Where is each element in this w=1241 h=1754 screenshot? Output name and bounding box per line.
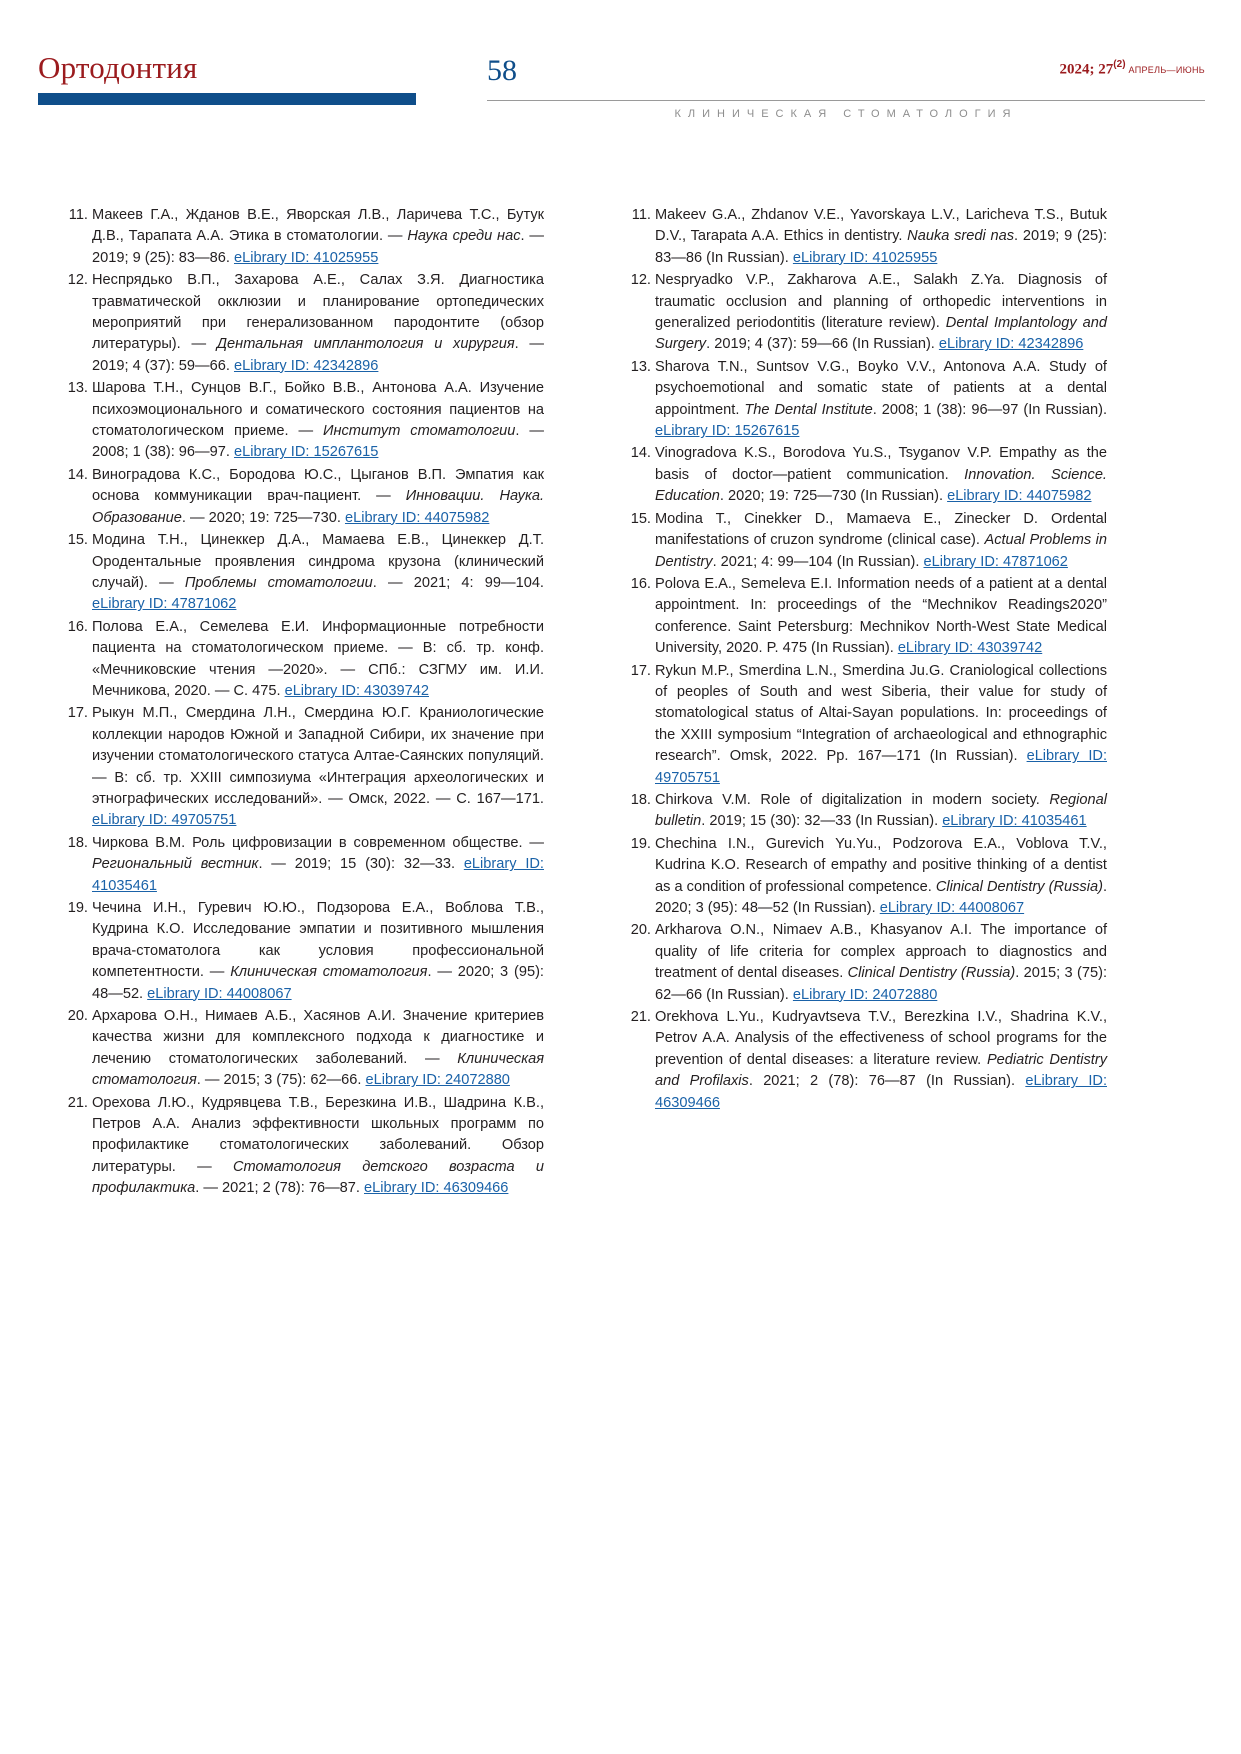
- reference-title: Information needs of a patient at a dental appointment. In: proceedings of the “Mechnikov Readings2020” conference. Saint Petersburg: Mechnikov North-West State Medical University, 2020. P. 475 (In Russian).: [655, 575, 1107, 657]
- reference-citation-details: . 2020; 3 (95): 48—52 (In Russian).: [655, 878, 1107, 916]
- reference-item: [62, 530, 544, 616]
- elibrary-link[interactable]: eLibrary ID: 15267615: [655, 423, 800, 440]
- elibrary-link[interactable]: eLibrary ID: 44008067: [147, 985, 292, 1002]
- elibrary-link[interactable]: eLibrary ID: 46309466: [655, 1073, 1107, 1111]
- reference-item: [625, 1007, 1107, 1114]
- reference-citation-details: . — 2020; 19: 725—730.: [181, 509, 345, 526]
- journal-name: КЛИНИЧЕСКАЯ СТОМАТОЛОГИЯ: [674, 108, 1018, 120]
- reference-number: 12.: [630, 272, 651, 289]
- reference-authors: Неспрядько В.П., Захарова А.Е., Салах З.Я.: [92, 272, 460, 289]
- references-column-english: [625, 205, 1107, 1115]
- elibrary-link[interactable]: eLibrary ID: 42342896: [233, 357, 379, 374]
- reference-authors: Модина Т.Н., Цинеккер Д.А., Мамаева Е.В., Цинеккер Д.Т.: [92, 532, 544, 549]
- elibrary-link[interactable]: eLibrary ID: 44075982: [947, 488, 1092, 505]
- reference-item: [625, 920, 1107, 1006]
- reference-source: Innovation. Science. Education: [655, 466, 1107, 505]
- elibrary-link[interactable]: eLibrary ID: 44075982: [344, 509, 490, 526]
- reference-citation-details: . 2015; 3 (75): 62—66 (In Russian).: [655, 965, 1107, 1003]
- reference-number: 16.: [630, 575, 651, 592]
- elibrary-link[interactable]: eLibrary ID: 43039742: [897, 640, 1043, 657]
- reference-source: Региональный вестник: [92, 856, 259, 873]
- reference-item: [625, 205, 1107, 269]
- reference-number: 11.: [631, 207, 651, 223]
- elibrary-link[interactable]: eLibrary ID: 24072880: [792, 986, 938, 1003]
- reference-item: [62, 703, 544, 831]
- elibrary-link[interactable]: eLibrary ID: 43039742: [284, 682, 429, 699]
- reference-number: 12.: [67, 272, 88, 289]
- reference-citation-details: . — 2019; 9 (25): 83—86.: [92, 228, 544, 266]
- reference-authors: Arkharova O.N., Nimaev A.B., Khasyanov A.I.: [655, 922, 981, 939]
- reference-item: [62, 833, 544, 897]
- reference-source: Actual Problems in Dentistry: [655, 532, 1107, 570]
- reference-authors: Макеев Г.А., Жданов В.Е., Яворская Л.В., Ларичева Т.С., Бутук Д.В., Тарапата А.А.: [92, 207, 544, 245]
- reference-source: Clinical Dentistry (Russia): [847, 965, 1016, 982]
- reference-item: [625, 357, 1107, 443]
- reference-title: Анализ эффективности школьных программ по профилактике стоматологических заболеваний. Обзор литературы. —: [92, 1116, 544, 1175]
- issue-info: [1060, 59, 1205, 78]
- reference-title: Изучение психоэмоционального и соматического состояния пациентов на стоматологическом приеме. —: [92, 380, 544, 440]
- elibrary-link[interactable]: eLibrary ID: 42342896: [938, 336, 1084, 353]
- reference-number: 13.: [67, 380, 88, 397]
- reference-source: Клиническая стоматология: [92, 1050, 544, 1089]
- reference-citation-details: . — 2021; 2 (78): 76—87.: [195, 1180, 364, 1197]
- reference-item: [625, 661, 1107, 789]
- reference-source: Институт стоматологии: [323, 423, 516, 440]
- header-divider: [487, 100, 1205, 101]
- reference-item: [625, 834, 1107, 920]
- reference-item: [62, 465, 544, 529]
- reference-number: 15.: [67, 532, 88, 549]
- reference-number: 21.: [67, 1094, 88, 1111]
- reference-title: Empathy as the basis of doctor—patient communication.: [655, 445, 1107, 483]
- reference-number: 11.: [68, 207, 88, 223]
- reference-item: [62, 617, 544, 703]
- reference-item: [62, 1006, 544, 1092]
- reference-source: Regional bulletin: [655, 791, 1108, 830]
- references-column-russian: [62, 205, 544, 1201]
- elibrary-link[interactable]: eLibrary ID: 41025955: [792, 249, 938, 266]
- header-accent-bar: [38, 93, 416, 105]
- reference-item: [625, 790, 1107, 833]
- elibrary-link[interactable]: eLibrary ID: 24072880: [365, 1072, 510, 1089]
- elibrary-link[interactable]: eLibrary ID: 15267615: [233, 444, 379, 461]
- reference-number: 20.: [67, 1008, 88, 1025]
- reference-title: Этика в стоматологии. —: [228, 228, 408, 245]
- reference-number: 19.: [630, 835, 651, 852]
- reference-item: [625, 574, 1107, 660]
- elibrary-link[interactable]: eLibrary ID: 46309466: [364, 1180, 509, 1197]
- reference-citation-details: . 2021; 4: 99—104 (In Russian).: [712, 553, 924, 570]
- reference-number: 18.: [630, 791, 651, 808]
- reference-authors: Виноградова К.С., Бородова Ю.С., Цыганов В.П.: [92, 466, 456, 483]
- reference-source: Nauka sredi nas: [907, 228, 1015, 245]
- reference-authors: Орехова Л.Ю., Кудрявцева Т.В., Березкина И.В., Шадрина К.В., Петров А.А.: [92, 1094, 544, 1133]
- reference-source: The Dental Institute: [744, 401, 873, 418]
- reference-title: Ородентальные проявления синдрома крузона (клинический случай). —: [92, 553, 544, 591]
- elibrary-link[interactable]: eLibrary ID: 41025955: [233, 249, 379, 266]
- reference-authors: Polova E.A., Semeleva E.I.: [655, 575, 837, 592]
- reference-title: Диагностика травматической окклюзии и планирование ортопедических мероприятий при генерализованном пародонтите (обзор литературы). —: [92, 272, 544, 353]
- reference-source: Наука среди нас: [407, 228, 521, 245]
- reference-number: 17.: [67, 705, 88, 722]
- reference-item: [62, 270, 544, 377]
- reference-number: 18.: [67, 834, 88, 851]
- reference-authors: Orekhova L.Yu., Kudryavtseva T.V., Berezkina I.V., Shadrina K.V., Petrov A.A.: [655, 1009, 1107, 1047]
- reference-number: 14.: [67, 466, 88, 483]
- reference-source: Clinical Dentistry (Russia): [935, 878, 1103, 895]
- elibrary-link[interactable]: eLibrary ID: 41035461: [942, 813, 1087, 830]
- reference-authors: Sharova T.N., Suntsov V.G., Boyko V.V., Antonova A.A.: [655, 358, 1049, 375]
- reference-authors: Chirkova V.M.: [655, 791, 761, 808]
- reference-authors: Rykun M.P., Smerdina L.N., Smerdina Ju.G.: [655, 662, 950, 679]
- reference-number: 17.: [630, 662, 651, 679]
- reference-authors: Chechina I.N., Gurevich Yu.Yu., Podzorova E.A., Voblova T.V., Kudrina K.O.: [655, 835, 1107, 874]
- reference-source: Dental Implantology and Surgery: [655, 315, 1108, 353]
- issue-number: (2): [1113, 59, 1126, 70]
- reference-source: Инновации. Наука. Образование: [92, 488, 545, 526]
- reference-authors: Makeev G.A., Zhdanov V.E., Yavorskaya L.V., Laricheva T.S., Butuk D.V., Tarapata A.A.: [655, 207, 1107, 245]
- reference-title: Информационные потребности пациента на стоматологическом приеме. — В: сб. тр. конф. «Мечниковские чтения —2020». — СПб.: СЗГМУ им. И.И. Мечникова, 2020. — С. 475.: [92, 618, 544, 699]
- reference-authors: Nespryadko V.P., Zakharova A.E., Salakh Z.Ya.: [655, 272, 1018, 289]
- page-number: 58: [487, 54, 517, 87]
- reference-authors: Modina T., Cinekker D., Mamaeva E., Zinecker D.: [655, 510, 1052, 527]
- reference-number: 21.: [630, 1009, 651, 1026]
- reference-title: Role of digitalization in modern society.: [760, 791, 1050, 808]
- reference-item: [62, 205, 544, 269]
- elibrary-link[interactable]: eLibrary ID: 41035461: [92, 856, 544, 894]
- reference-citation-details: . 2019; 4 (37): 59—66 (In Russian).: [706, 336, 939, 353]
- issue-months: АПРЕЛЬ—ИЮНЬ: [1128, 65, 1205, 76]
- reference-authors: Vinogradova K.S., Borodova Yu.S., Tsyganov V.P.: [655, 445, 1000, 462]
- reference-number: 16.: [67, 618, 88, 635]
- reference-item: [62, 898, 544, 1005]
- issue-volume: 2024; 27: [1059, 61, 1114, 78]
- reference-citation-details: . — 2021; 4: 99—104.: [372, 574, 544, 591]
- reference-title: Ordental manifestations of cruzon syndrome (clinical case).: [655, 510, 1107, 549]
- reference-number: 20.: [630, 922, 651, 939]
- reference-citation-details: . — 2015; 3 (75): 62—66.: [196, 1072, 366, 1089]
- reference-number: 13.: [630, 358, 651, 375]
- reference-authors: Полова Е.А., Семелева Е.И.: [92, 618, 322, 635]
- reference-title: Эмпатия как основа коммуникации врач-пациент. —: [92, 466, 545, 505]
- reference-authors: Рыкун М.П., Смердина Л.Н., Смердина Ю.Г.: [92, 705, 420, 722]
- reference-item: [625, 270, 1107, 356]
- reference-citation-details: . 2020; 19: 725—730 (In Russian).: [719, 488, 948, 505]
- reference-citation-details: . 2008; 1 (38): 96—97 (In Russian).: [872, 401, 1107, 418]
- reference-citation-details: . — 2020; 3 (95): 48—52.: [92, 964, 544, 1002]
- elibrary-link[interactable]: eLibrary ID: 47871062: [92, 596, 237, 613]
- reference-number: 14.: [630, 445, 651, 462]
- reference-title: Analysis of the effectiveness of school programs for the prevention of dental diseases: a literature review.: [655, 1030, 1107, 1068]
- reference-title: Краниологические коллекции народов Южной и Западной Сибири, их значение при изучении стоматологического статуса Алтае-Саянских популяций. — В: сб. тр. XXIII симпозиума «Интеграция археологических и этнографических исследований». — Омск, 2022. — С. 167—171.: [92, 705, 544, 807]
- reference-source: Pediatric Dentistry and Profilaxis: [655, 1051, 1107, 1090]
- reference-item: [62, 378, 544, 464]
- reference-source: Клиническая стоматология: [230, 964, 428, 981]
- reference-number: 15.: [630, 510, 651, 527]
- reference-authors: Чиркова В.М.: [92, 834, 193, 851]
- reference-item: [625, 509, 1107, 573]
- reference-citation-details: . — 2019; 15 (30): 32—33.: [258, 856, 464, 873]
- reference-authors: Шарова Т.Н., Сунцов В.Г., Бойко В.В., Антонова А.А.: [92, 380, 480, 397]
- reference-title: The importance of quality of life criteria for complex approach to diagnostics and treatment of dental diseases.: [655, 922, 1107, 982]
- reference-authors: Архарова О.Н., Нимаев А.Б., Хасянов А.И.: [92, 1008, 403, 1025]
- reference-title: Исследование эмпатии и позитивного мышления врача-стоматолога как условия профессиональной компетентности. —: [92, 921, 544, 981]
- reference-title: Ethics in dentistry.: [783, 228, 908, 245]
- reference-title: Craniological collections of peoples of South and west Siberia, their value for study of stomatological status of Altai-Sayan populations. In: proceedings of the XXIII symposium “Integration of archaeological and ethnographic research”. Omsk, 2022. Pp. 167—171 (In Russian).: [655, 662, 1107, 765]
- reference-source: Дентальная имплантология и хирургия: [216, 336, 515, 353]
- reference-item: [625, 443, 1107, 507]
- elibrary-link[interactable]: eLibrary ID: 47871062: [923, 553, 1068, 570]
- reference-source: Стоматология детского возраста и профилактика: [92, 1158, 544, 1197]
- page-header: [0, 0, 1241, 140]
- reference-title: Research of empathy and positive thinking of a dentist as a condition of professional competence.: [655, 857, 1107, 895]
- reference-citation-details: . — 2008; 1 (38): 96—97.: [92, 423, 545, 461]
- reference-citation-details: . 2019; 9 (25): 83—86 (In Russian).: [655, 228, 1107, 266]
- reference-title: Study of psychoemotional and somatic state of patients at a dental appointment.: [655, 358, 1107, 418]
- elibrary-link[interactable]: eLibrary ID: 44008067: [879, 900, 1025, 916]
- reference-number: 19.: [67, 900, 88, 916]
- reference-citation-details: . 2019; 15 (30): 32—33 (In Russian).: [701, 813, 943, 830]
- elibrary-link[interactable]: eLibrary ID: 49705751: [92, 812, 237, 829]
- section-title: Ортодонтия: [38, 50, 198, 85]
- reference-citation-details: . — 2019; 4 (37): 59—66.: [92, 336, 544, 374]
- reference-source: Проблемы стоматологии: [184, 574, 373, 591]
- reference-item: [62, 1093, 544, 1200]
- reference-authors: Чечина И.Н., Гуревич Ю.Ю., Подзорова Е.А., Воблова Т.В., Кудрина К.О.: [92, 900, 544, 938]
- reference-citation-details: . 2021; 2 (78): 76—87 (In Russian).: [748, 1073, 1026, 1090]
- reference-title: Diagnosis of traumatic occlusion and planning of orthopedic interventions in generalized periodontitis (literature review).: [655, 272, 1107, 332]
- reference-title: Значение критериев качества жизни для комплексного подхода к диагностике и лечению стоматологических заболеваний. —: [92, 1008, 544, 1067]
- elibrary-link[interactable]: eLibrary ID: 49705751: [655, 748, 1107, 786]
- reference-title: Роль цифровизации в современном обществе. —: [192, 834, 544, 851]
